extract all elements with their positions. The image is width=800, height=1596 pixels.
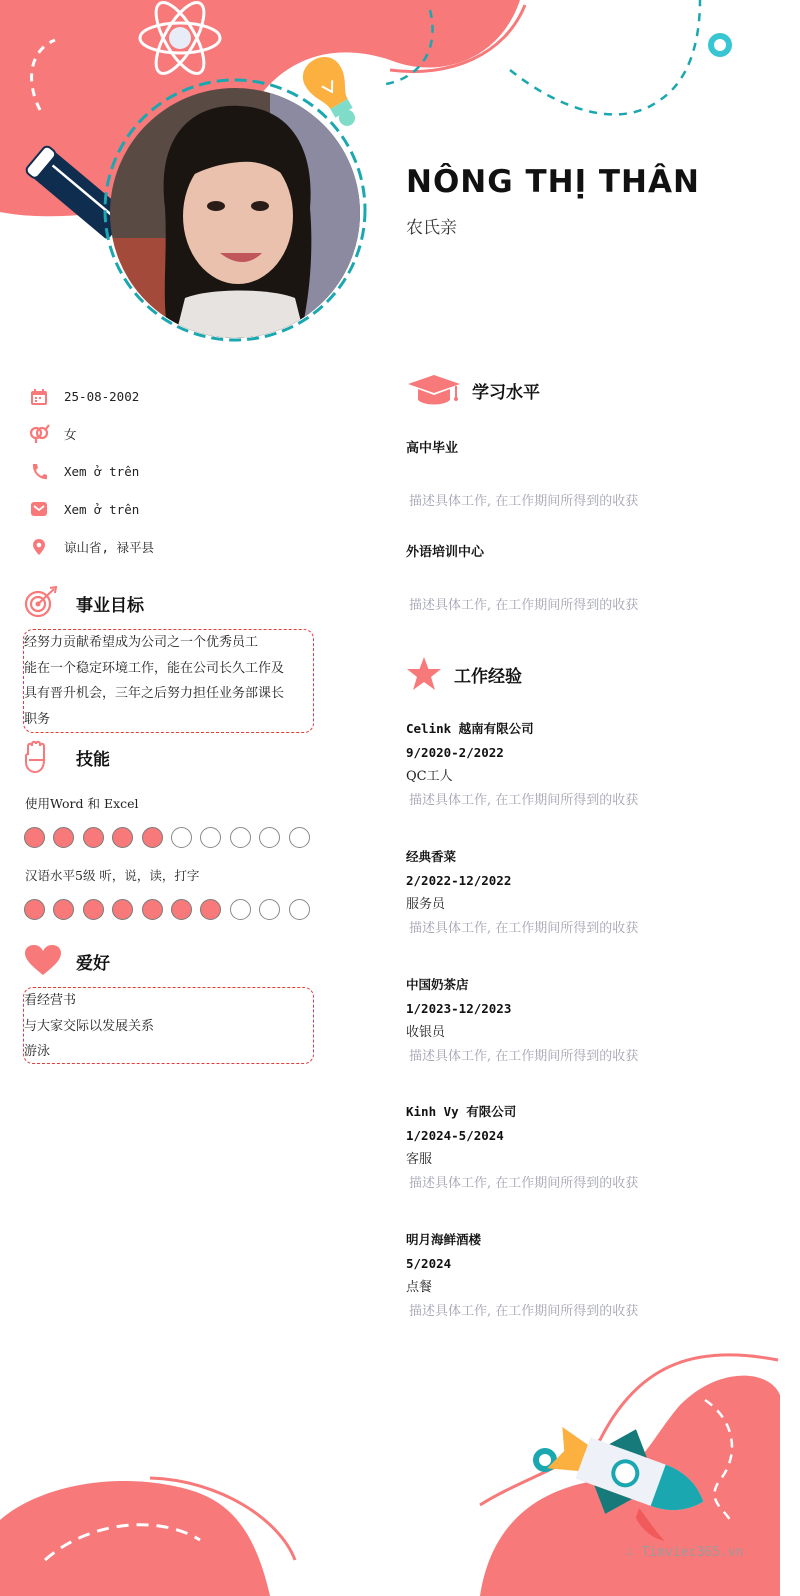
rating-dot-empty [200,827,221,848]
career-goal-line: 经努力贡献希望成为公司之一个优秀员工 [24,635,259,650]
job-description: 描述具体工作, 在工作期间所得到的收获 [409,921,639,936]
rating-dot-filled [142,899,163,920]
profile-photo [110,88,360,338]
job-role: 收银员 [406,1025,446,1040]
gender-icon [28,423,50,445]
job-period: 2/2022-12/2022 [406,873,512,888]
rating-dot-empty [289,827,310,848]
experience-item [406,845,766,941]
hobbies-title: 爱好 [76,953,110,974]
skill-label: 使用Word 和 Excel [25,796,139,811]
star-icon [406,656,442,692]
watermark: ∴ Timviec365.vn [626,1545,744,1560]
rating-dot-filled [112,827,133,848]
job-description: 描述具体工作, 在工作期间所得到的收获 [409,793,639,808]
skills-title: 技能 [76,749,110,770]
job-role: 服务员 [406,897,446,912]
phone-icon [28,461,50,483]
experience-header [406,656,522,692]
contact-address [28,528,328,566]
calendar-icon [28,386,50,408]
job-company: 中国奶茶店 [406,977,469,992]
education-description: 描述具体工作, 在工作期间所得到的收获 [409,494,639,509]
experience-item [406,973,766,1069]
rating-dot-filled [112,899,133,920]
job-description: 描述具体工作, 在工作期间所得到的收获 [409,1304,639,1319]
profile-name-chinese: 农氏亲 [406,218,457,238]
hobby-item: 看经营书 [24,993,77,1008]
contact-list [28,378,328,566]
rating-dot-filled [142,827,163,848]
experience-item [406,717,766,813]
career-goal-line: 具有晋升机会，三年之后努力担任业务部课长 [24,686,285,701]
rating-dot-empty [259,827,280,848]
rating-dot-filled [24,899,45,920]
job-role: 客服 [406,1152,433,1167]
heart-icon [24,944,64,978]
experience-title: 工作经验 [454,666,522,687]
experience-item [406,1228,766,1324]
job-description: 描述具体工作, 在工作期间所得到的收获 [409,1176,639,1191]
education-header [406,372,540,408]
dashed-curve-right [510,0,700,114]
contact-address-text: 谅山省, 禄平县 [64,539,155,555]
contact-gender-text: 女 [64,427,77,443]
rating-dot-filled [53,827,74,848]
rating-dot-empty [171,827,192,848]
email-icon [28,498,50,520]
job-period: 1/2023-12/2023 [406,1001,512,1016]
rating-dot-filled [83,899,104,920]
job-company: 明月海鲜酒楼 [406,1232,482,1247]
hobbies-header [24,944,110,978]
target-icon [24,586,64,620]
job-period: 1/2024-5/2024 [406,1128,504,1143]
job-period: 9/2020-2/2022 [406,745,504,760]
education-name: 外语培训中心 [406,545,485,560]
skill-rating [24,827,318,848]
career-goal-line: 能在一个稳定环境工作，能在公司长久工作及 [24,660,285,676]
hobby-item: 游泳 [24,1044,51,1059]
skill-rating [24,899,318,920]
contact-birthday [28,378,328,416]
career-goal-line: 职务 [24,711,51,727]
rating-dot-filled [53,899,74,920]
contact-phone [28,453,328,491]
rating-dot-empty [230,827,251,848]
rating-dot-filled [24,827,45,848]
skills-header [24,740,110,774]
hand-icon [24,740,64,774]
job-company: Kinh Vy 有限公司 [406,1104,517,1119]
contact-email-text: Xem ở trên [64,501,140,517]
education-description: 描述具体工作, 在工作期间所得到的收获 [409,598,639,613]
career-goal-title: 事业目标 [76,595,144,616]
skill-label: 汉语水平5级 听，说，读，打字 [25,868,200,883]
teal-ring [711,36,729,54]
contact-birthday-text: 25-08-2002 [64,389,140,405]
location-pin-icon [28,536,50,558]
rating-dot-empty [289,899,310,920]
education-item [406,437,766,509]
job-role: 点餐 [406,1280,433,1295]
education-item [406,541,766,613]
hobby-item: 与大家交际以发展关系 [24,1018,155,1034]
job-company: 经典香菜 [406,849,457,864]
contact-email [28,491,328,529]
hobbies-box [23,987,314,1064]
career-goal-header [24,586,144,620]
experience-item [406,1100,766,1196]
contact-gender [28,416,328,454]
contact-phone-text: Xem ở trên [64,464,140,480]
rating-dot-filled [200,899,221,920]
job-description: 描述具体工作, 在工作期间所得到的收获 [409,1049,639,1064]
education-title: 学习水平 [472,382,540,403]
education-name: 高中毕业 [406,441,459,456]
rating-dot-empty [259,899,280,920]
rating-dot-empty [230,899,251,920]
job-role: QC工人 [406,769,453,784]
rating-dot-filled [83,827,104,848]
profile-name: NÔNG THỊ THÂN [406,164,700,200]
job-period: 5/2024 [406,1256,452,1271]
career-goal-box [23,629,314,733]
graduation-cap-icon [406,372,462,408]
job-company: Celink 越南有限公司 [406,721,534,736]
rating-dot-filled [171,899,192,920]
